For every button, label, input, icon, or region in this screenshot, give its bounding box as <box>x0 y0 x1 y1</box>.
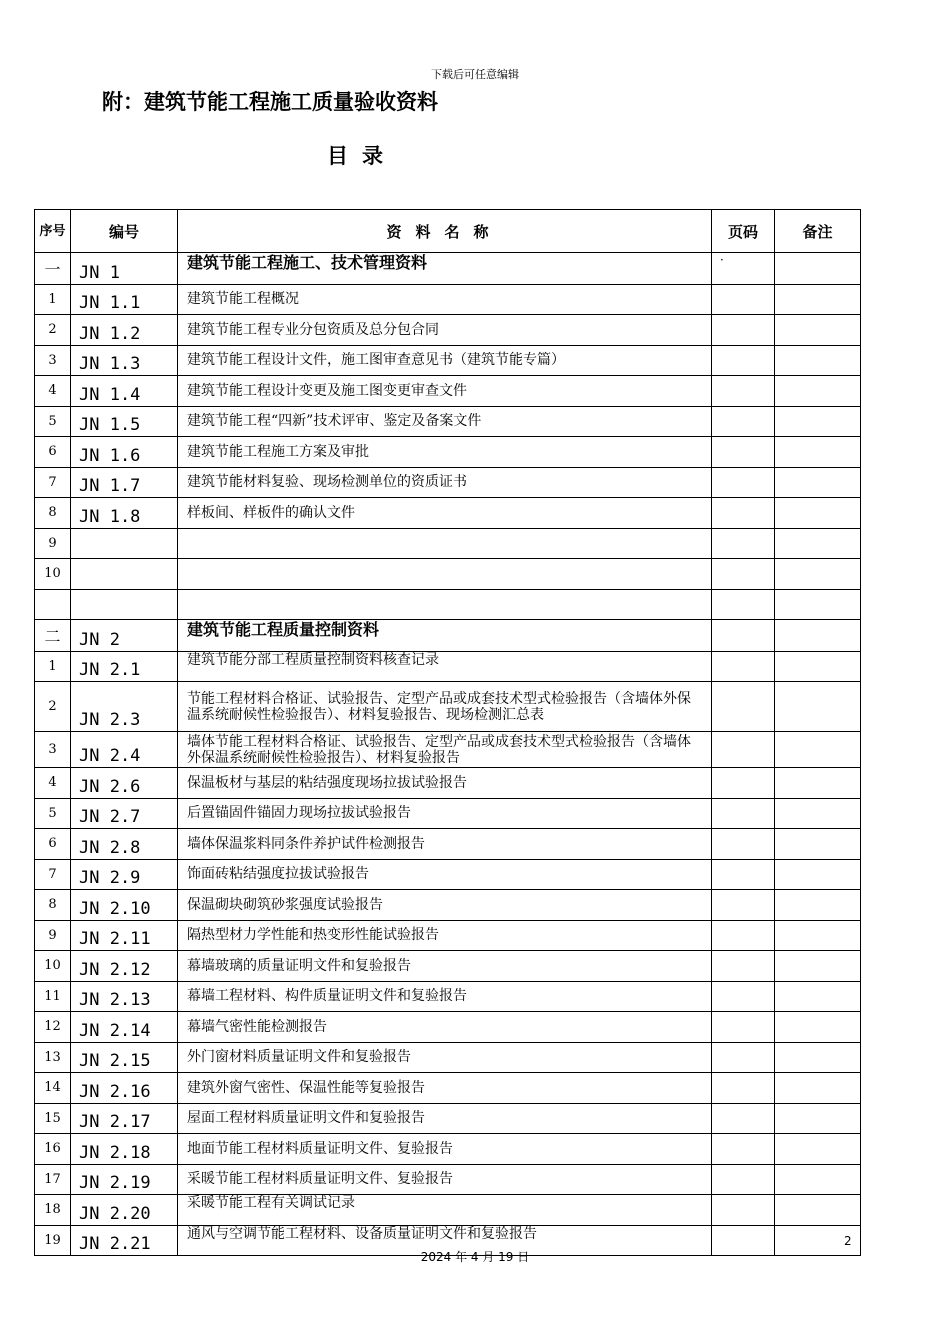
row-code: JN 2.18 <box>71 1134 178 1165</box>
table-row <box>35 768 861 799</box>
table-row <box>35 951 861 982</box>
row-name: 建筑节能工程设计文件，施工图审查意见书（建筑节能专篇） <box>178 345 712 376</box>
row-remark <box>775 345 861 376</box>
table-row <box>35 589 861 620</box>
table-row <box>35 559 861 590</box>
row-seq: 5 <box>35 406 71 437</box>
row-seq: 3 <box>35 732 71 768</box>
row-code: JN 2.10 <box>71 890 178 921</box>
row-code: JN 2.13 <box>71 981 178 1012</box>
row-code: JN 2.4 <box>71 732 178 768</box>
row-page <box>712 498 775 529</box>
table-row <box>35 284 861 315</box>
table-row <box>35 498 861 529</box>
row-remark <box>775 890 861 921</box>
row-name: 通风与空调节能工程材料、设备质量证明文件和复验报告 <box>178 1225 712 1256</box>
row-remark <box>775 920 861 951</box>
row-page <box>712 890 775 921</box>
row-name <box>178 528 712 559</box>
table-row <box>35 1103 861 1134</box>
row-code: JN 1.7 <box>71 467 178 498</box>
row-seq: 7 <box>35 859 71 890</box>
row-name: 建筑外窗气密性、保温性能等复验报告 <box>178 1073 712 1104</box>
row-page <box>712 406 775 437</box>
row-remark <box>775 376 861 407</box>
row-seq: 4 <box>35 376 71 407</box>
row-name <box>178 589 712 620</box>
row-remark <box>775 528 861 559</box>
row-page <box>712 589 775 620</box>
row-page <box>712 1195 775 1226</box>
toc-table <box>34 209 861 1256</box>
row-name: 幕墙玻璃的质量证明文件和复验报告 <box>178 951 712 982</box>
row-remark <box>775 732 861 768</box>
table-row <box>35 1042 861 1073</box>
row-seq: 19 <box>35 1225 71 1256</box>
table-row <box>35 253 861 285</box>
row-name: 屋面工程材料质量证明文件和复验报告 <box>178 1103 712 1134</box>
row-name: 墙体保温浆料同条件养护试件检测报告 <box>178 829 712 860</box>
row-remark <box>775 829 861 860</box>
row-page <box>712 682 775 732</box>
row-page <box>712 1073 775 1104</box>
row-page <box>712 1042 775 1073</box>
table-row <box>35 651 861 682</box>
row-page <box>712 1103 775 1134</box>
column-header-page: 页码 <box>712 210 775 253</box>
row-page <box>712 620 775 652</box>
row-code: JN 1.1 <box>71 284 178 315</box>
row-page <box>712 1164 775 1195</box>
table-row <box>35 376 861 407</box>
row-seq: 8 <box>35 890 71 921</box>
row-seq: 二 <box>35 620 71 652</box>
row-code <box>71 559 178 590</box>
row-code: JN 2.12 <box>71 951 178 982</box>
table-row <box>35 406 861 437</box>
row-seq: 8 <box>35 498 71 529</box>
row-code: JN 2.15 <box>71 1042 178 1073</box>
row-seq: 9 <box>35 528 71 559</box>
row-seq: 10 <box>35 951 71 982</box>
row-remark <box>775 1134 861 1165</box>
table-row <box>35 528 861 559</box>
row-remark <box>775 284 861 315</box>
row-remark <box>775 1073 861 1104</box>
row-remark <box>775 498 861 529</box>
row-page <box>712 315 775 346</box>
row-name: 饰面砖粘结强度拉拔试验报告 <box>178 859 712 890</box>
row-seq: 一 <box>35 253 71 285</box>
row-name: 建筑节能工程质量控制资料 <box>178 620 712 652</box>
table-row <box>35 682 861 732</box>
row-seq: 7 <box>35 467 71 498</box>
row-name: 样板间、样板件的确认文件 <box>178 498 712 529</box>
row-code: JN 2.7 <box>71 798 178 829</box>
row-remark <box>775 406 861 437</box>
row-code: JN 2.9 <box>71 859 178 890</box>
column-header-seq: 序号 <box>35 210 71 253</box>
row-name <box>178 559 712 590</box>
row-name: 建筑节能工程“四新”技术评审、鉴定及备案文件 <box>178 406 712 437</box>
row-seq: 12 <box>35 1012 71 1043</box>
row-seq: 2 <box>35 682 71 732</box>
table-row <box>35 467 861 498</box>
row-seq <box>35 589 71 620</box>
row-name: 墙体节能工程材料合格证、试验报告、定型产品或成套技术型式检验报告（含墙体外保温系统耐候性检验报告）、材料复验报告 <box>178 732 712 768</box>
table-row <box>35 829 861 860</box>
row-code: JN 2.20 <box>71 1195 178 1226</box>
row-seq: 11 <box>35 981 71 1012</box>
table-row <box>35 890 861 921</box>
row-page <box>712 1134 775 1165</box>
document-title: 附：建筑节能工程施工质量验收资料 <box>102 90 438 114</box>
row-page <box>712 528 775 559</box>
page-number: 2 <box>844 1234 852 1248</box>
row-code: JN 2.3 <box>71 682 178 732</box>
row-remark <box>775 981 861 1012</box>
row-seq: 13 <box>35 1042 71 1073</box>
row-page <box>712 467 775 498</box>
header-note: 下载后可任意编辑 <box>431 68 519 81</box>
table-row <box>35 798 861 829</box>
row-seq: 14 <box>35 1073 71 1104</box>
row-seq: 18 <box>35 1195 71 1226</box>
row-page: · <box>712 253 775 285</box>
row-page <box>712 981 775 1012</box>
row-page <box>712 1012 775 1043</box>
toc-title: 目录 <box>327 144 397 168</box>
row-page <box>712 829 775 860</box>
row-page <box>712 798 775 829</box>
row-name: 节能工程材料合格证、试验报告、定型产品或成套技术型式检验报告（含墙体外保温系统耐候性检验报告）、材料复验报告、现场检测汇总表 <box>178 682 712 732</box>
row-name: 保温砌块砌筑砂浆强度试验报告 <box>178 890 712 921</box>
row-seq: 5 <box>35 798 71 829</box>
table-row <box>35 920 861 951</box>
row-remark <box>775 467 861 498</box>
row-remark <box>775 768 861 799</box>
row-remark <box>775 651 861 682</box>
footer-date: 2024 年 4 月 19 日 <box>420 1250 530 1264</box>
row-code: JN 2.14 <box>71 1012 178 1043</box>
row-name: 后置锚固件锚固力现场拉拔试验报告 <box>178 798 712 829</box>
row-code: JN 2.21 <box>71 1225 178 1256</box>
table-row <box>35 315 861 346</box>
table-row <box>35 732 861 768</box>
table-row <box>35 1164 861 1195</box>
row-page <box>712 651 775 682</box>
row-seq: 9 <box>35 920 71 951</box>
row-page <box>712 345 775 376</box>
row-page <box>712 559 775 590</box>
row-name: 地面节能工程材料质量证明文件、复验报告 <box>178 1134 712 1165</box>
row-name: 建筑节能工程施工、技术管理资料 <box>178 253 712 285</box>
row-name: 保温板材与基层的粘结强度现场拉拔试验报告 <box>178 768 712 799</box>
row-page <box>712 859 775 890</box>
row-seq: 1 <box>35 284 71 315</box>
row-remark <box>775 589 861 620</box>
row-code: JN 1.2 <box>71 315 178 346</box>
row-seq: 10 <box>35 559 71 590</box>
row-code: JN 1.4 <box>71 376 178 407</box>
row-code: JN 1.3 <box>71 345 178 376</box>
row-remark <box>775 1042 861 1073</box>
row-code: JN 2.16 <box>71 1073 178 1104</box>
row-name: 建筑节能工程设计变更及施工图变更审查文件 <box>178 376 712 407</box>
table-row <box>35 1012 861 1043</box>
row-page <box>712 920 775 951</box>
row-code: JN 1.8 <box>71 498 178 529</box>
row-remark <box>775 1103 861 1134</box>
row-page <box>712 732 775 768</box>
column-header-code: 编号 <box>71 210 178 253</box>
table-row <box>35 345 861 376</box>
row-remark <box>775 1164 861 1195</box>
row-name: 幕墙工程材料、构件质量证明文件和复验报告 <box>178 981 712 1012</box>
column-header-remark: 备注 <box>775 210 861 253</box>
row-remark <box>775 859 861 890</box>
row-seq: 6 <box>35 829 71 860</box>
row-code <box>71 589 178 620</box>
row-remark <box>775 798 861 829</box>
row-seq: 15 <box>35 1103 71 1134</box>
row-code: JN 2 <box>71 620 178 652</box>
row-remark <box>775 253 861 285</box>
table-row <box>35 620 861 652</box>
row-seq: 16 <box>35 1134 71 1165</box>
table-row <box>35 981 861 1012</box>
row-name: 外门窗材料质量证明文件和复验报告 <box>178 1042 712 1073</box>
row-code: JN 2.6 <box>71 768 178 799</box>
toc-body <box>35 253 861 1256</box>
row-remark <box>775 315 861 346</box>
row-name: 采暖节能工程材料质量证明文件、复验报告 <box>178 1164 712 1195</box>
row-name: 建筑节能工程专业分包资质及总分包合同 <box>178 315 712 346</box>
row-remark <box>775 437 861 468</box>
row-seq: 2 <box>35 315 71 346</box>
row-page <box>712 376 775 407</box>
row-code: JN 1.6 <box>71 437 178 468</box>
table-row <box>35 1195 861 1226</box>
row-remark <box>775 620 861 652</box>
row-seq: 17 <box>35 1164 71 1195</box>
table-header-row <box>35 210 861 253</box>
row-seq: 1 <box>35 651 71 682</box>
row-page <box>712 951 775 982</box>
row-code: JN 1.5 <box>71 406 178 437</box>
row-page <box>712 768 775 799</box>
row-seq: 3 <box>35 345 71 376</box>
row-code: JN 2.11 <box>71 920 178 951</box>
row-remark <box>775 951 861 982</box>
row-remark <box>775 1012 861 1043</box>
row-name: 建筑节能分部工程质量控制资料核查记录 <box>178 651 712 682</box>
row-name: 隔热型材力学性能和热变形性能试验报告 <box>178 920 712 951</box>
table-row <box>35 1073 861 1104</box>
row-code: JN 2.19 <box>71 1164 178 1195</box>
row-name: 建筑节能工程施工方案及审批 <box>178 437 712 468</box>
row-seq: 4 <box>35 768 71 799</box>
row-page <box>712 284 775 315</box>
table-row <box>35 859 861 890</box>
row-name: 建筑节能材料复验、现场检测单位的资质证书 <box>178 467 712 498</box>
row-code: JN 1 <box>71 253 178 285</box>
row-name: 幕墙气密性能检测报告 <box>178 1012 712 1043</box>
row-code <box>71 528 178 559</box>
row-page <box>712 437 775 468</box>
row-remark <box>775 559 861 590</box>
row-code: JN 2.17 <box>71 1103 178 1134</box>
row-remark <box>775 682 861 732</box>
row-code: JN 2.8 <box>71 829 178 860</box>
row-seq: 6 <box>35 437 71 468</box>
row-remark <box>775 1195 861 1226</box>
row-code: JN 2.1 <box>71 651 178 682</box>
row-name: 采暖节能工程有关调试记录 <box>178 1195 712 1226</box>
table-row <box>35 437 861 468</box>
table-row <box>35 1134 861 1165</box>
row-name: 建筑节能工程概况 <box>178 284 712 315</box>
column-header-name: 资料名称 <box>178 210 712 253</box>
